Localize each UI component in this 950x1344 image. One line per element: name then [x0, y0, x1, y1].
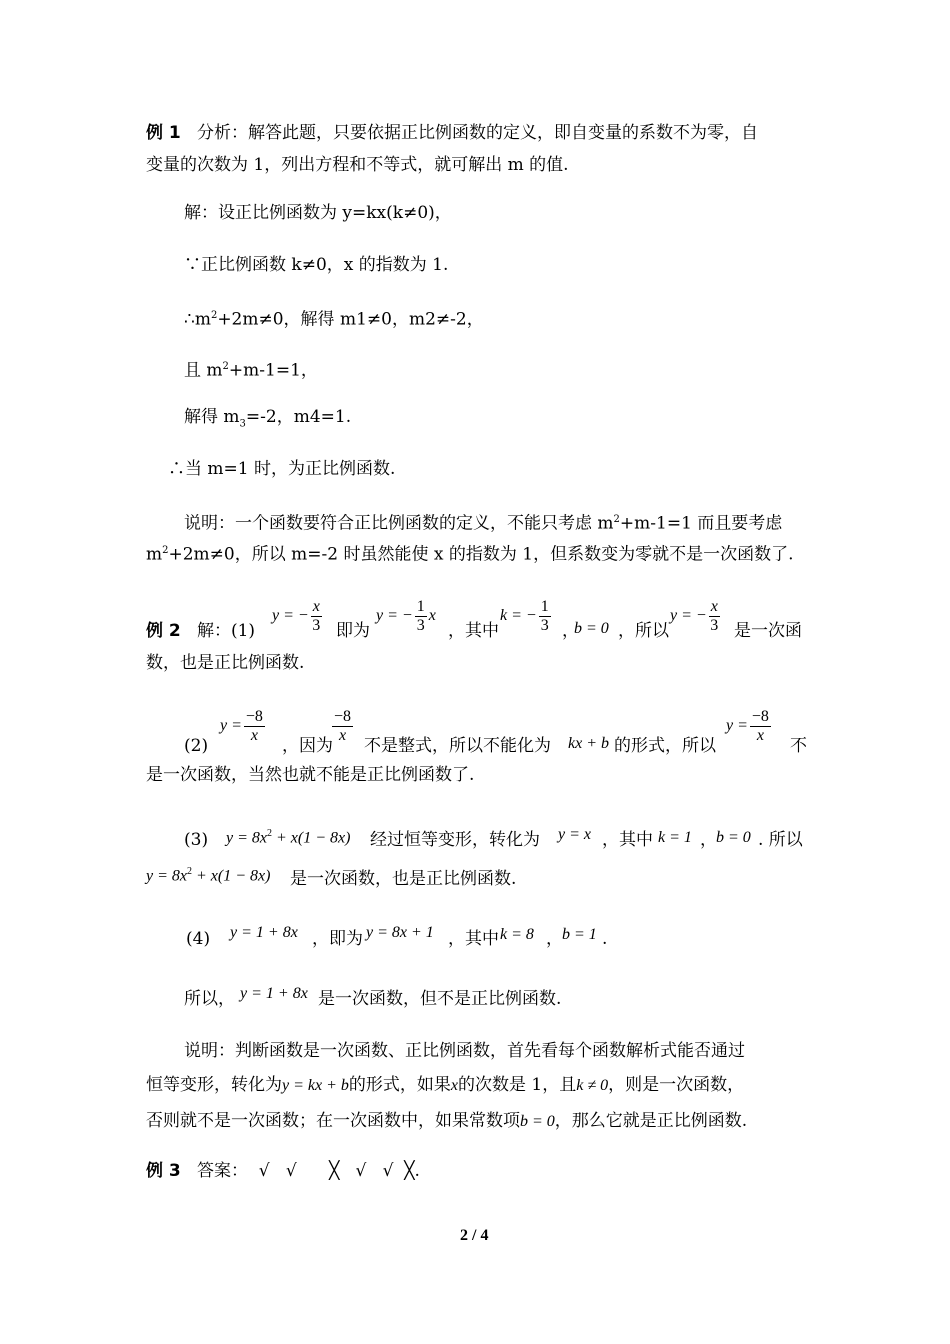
math-text: y = − — [376, 607, 413, 625]
ex1-note1-a: 说明：一个函数要符合正比例函数的定义，不能只考虑 m — [184, 513, 614, 534]
superscript: 2 — [210, 310, 218, 321]
math-text: y = − — [670, 607, 707, 625]
ex2-p1-a: 解：(1) — [196, 621, 256, 641]
formula-y-neg8-over-x-b — [726, 708, 773, 745]
ex2-p2-c: 不是整式，所以不能化为 — [364, 736, 551, 756]
ex2-p1-f: 是一次函 — [734, 621, 802, 641]
ex1-solution-line4 — [184, 356, 318, 382]
denominator: 3 — [416, 617, 425, 634]
ex2-p2-e: 不 — [790, 736, 807, 756]
ex2-p1-b: 即为 — [336, 621, 370, 641]
math-text: y = 8x + 1 — [366, 924, 434, 941]
ex1-sol3-b: +2m≠0，解得 m1≠0，m2≠-2， — [217, 309, 484, 330]
ex2-part1-line1 — [146, 620, 255, 642]
ex2-note-c1: 否则就不是一次函数；在一次函数中，如果常数项 — [146, 1111, 520, 1131]
numerator: 1 — [416, 598, 425, 615]
ex1-solution-line6: ∴当 m=1 时，为正比例函数. — [168, 459, 396, 479]
math-text: y = — [220, 717, 242, 735]
ex2-p4-c: ，其中 — [448, 929, 499, 949]
ex2-p3-a: (3) — [184, 830, 209, 850]
ex2-note-line1: 说明：判断函数是一次函数、正比例函数，首先看每个函数解析式能否通过 — [184, 1041, 745, 1061]
ex2-p1-d: ， — [562, 621, 579, 641]
ex1-label: 例 1 — [146, 123, 181, 143]
ex2-note-line2 — [146, 1074, 744, 1097]
formula-y-neg-x-over-3 — [272, 598, 324, 635]
fraction — [750, 708, 771, 745]
formula-y-neg8-over-x — [220, 708, 267, 745]
ex2-p5-a: 所以， — [184, 989, 235, 1009]
fraction — [539, 598, 551, 635]
formula-y-kx-b: y = kx + b — [282, 1077, 349, 1094]
superscript: 2 — [187, 866, 192, 877]
formula-y-8x2-x-1-8x — [226, 828, 350, 847]
fraction — [311, 598, 322, 635]
denominator: 3 — [540, 617, 549, 634]
ex1-sol5-a: 解得 m — [184, 407, 240, 427]
formula-x: x — [450, 1077, 459, 1094]
fraction — [244, 708, 265, 745]
formula-b-eq-1 — [562, 926, 597, 944]
math-text: + x(1 − 8x) — [192, 867, 271, 885]
page-number: 2 / 4 — [460, 1227, 489, 1244]
ex2-p1-g: 数，也是正比例函数. — [146, 653, 305, 673]
formula-y-neg-x-over-3-b — [670, 598, 722, 635]
ex1-sol4-a: 且 m — [184, 360, 223, 381]
formula-k-ne-0: k ≠ 0 — [576, 1077, 609, 1094]
math-text: y = 1 + 8x — [240, 985, 308, 1002]
ex1-note2-a: m — [146, 544, 163, 565]
denominator: x — [756, 727, 764, 744]
ex2-p4-d: ， — [546, 929, 563, 949]
ex1-note-line2 — [146, 540, 794, 566]
math-text: kx + b — [568, 735, 609, 752]
math-text: y = — [726, 717, 748, 735]
ex1-solution-line3 — [184, 305, 484, 331]
math-text: y = x — [558, 826, 591, 843]
ex2-p2-b: ，因为 — [282, 736, 333, 756]
fraction — [709, 598, 720, 635]
ex1-note-line1 — [184, 509, 782, 535]
formula-y-8x-plus-1 — [366, 924, 434, 942]
numerator: −8 — [334, 708, 352, 725]
ex2-label: 例 2 — [146, 621, 181, 641]
ex2-p4-a: (4) — [186, 929, 211, 949]
numerator: −8 — [245, 708, 263, 725]
formula-kx-plus-b — [568, 735, 609, 753]
ex2-p3-c: ，其中 — [602, 830, 653, 850]
ex1-solution-line5 — [184, 406, 351, 435]
subscript: 3 — [239, 418, 246, 430]
formula-b-eq-0 — [716, 829, 751, 847]
ex2-note-c2: ，那么它就是正比例函数. — [554, 1111, 748, 1131]
formula-k-eq-1 — [658, 829, 692, 847]
numerator: x — [710, 598, 718, 615]
ex2-p3-b: 经过恒等变形，转化为 — [370, 830, 540, 850]
ex1-sol4-b: +m-1=1， — [228, 360, 318, 381]
ex2-p3-d: ， — [700, 830, 717, 850]
superscript: 2 — [222, 361, 229, 372]
formula-y-1-plus-8x — [230, 924, 298, 942]
math-text: + x(1 − 8x) — [272, 829, 351, 847]
fraction — [332, 708, 353, 745]
ex3-line — [146, 1160, 420, 1182]
ex2-p3-f: 是一次函数，也是正比例函数. — [290, 869, 517, 889]
ex1-note1-b: +m-1=1 而且要考虑 — [619, 513, 783, 534]
math-text: b = 1 — [562, 926, 597, 943]
math-text: y = − — [272, 607, 309, 625]
ex2-p1-e: ，所以 — [618, 621, 669, 641]
ex2-p4-b: ，即为 — [312, 929, 363, 949]
ex2-note-b4: ，则是一次函数， — [608, 1075, 745, 1095]
ex2-p2-f: 是一次函数，当然也就不能是正比例函数了. — [146, 765, 475, 785]
ex2-p2-d: 的形式，所以 — [614, 736, 716, 756]
ex1-analysis-line1 — [146, 122, 758, 144]
ex3-label: 例 3 — [146, 1161, 181, 1181]
formula-y-eq-x — [558, 826, 591, 844]
denominator: x — [250, 727, 258, 744]
ex1-solution-line1: 解：设正比例函数为 y=kx(k≠0)， — [184, 203, 452, 223]
ex1-note2-b: +2m≠0，所以 m=-2 时虽然能使 x 的指数为 1，但系数变为零就不是一次函数了. — [168, 544, 794, 565]
ex1-sol3-a: ∴m — [184, 309, 211, 330]
math-text: y = 8x — [226, 829, 267, 847]
math-text: k = 1 — [658, 829, 692, 846]
ex2-note-b1: 恒等变形，转化为 — [146, 1075, 282, 1095]
formula-y-8x2-x-1-8x-b — [146, 866, 270, 885]
math-text: x — [428, 607, 436, 625]
denominator: 3 — [312, 617, 321, 634]
denominator: 3 — [710, 617, 719, 634]
formula-b-zero — [574, 620, 609, 638]
formula-neg8-over-x — [330, 708, 355, 745]
ex2-p4-e: . — [602, 929, 608, 949]
superscript: 2 — [613, 514, 620, 525]
math-text: y = 8x — [146, 867, 187, 885]
formula-k-neg-third — [500, 598, 553, 635]
superscript: 2 — [267, 828, 272, 839]
ex2-note-line3 — [146, 1110, 747, 1133]
numerator: 1 — [540, 598, 549, 615]
ex2-note-b3: 的次数是 1，且 — [458, 1075, 577, 1095]
formula-b-eq-0-note: b = 0 — [520, 1113, 555, 1130]
formula-k-eq-8 — [500, 926, 534, 944]
ex1-analysis-text1: 分析：解答此题，只要依据正比例函数的定义，即自变量的系数不为零，自 — [196, 123, 758, 143]
ex1-analysis-line2: 变量的次数为 1，列出方程和不等式，就可解出 m 的值. — [146, 155, 569, 175]
ex2-note-b2: 的形式，如果 — [348, 1075, 451, 1095]
numerator: x — [312, 598, 320, 615]
math-text: k = 8 — [500, 926, 534, 943]
numerator: −8 — [751, 708, 769, 725]
fraction — [415, 598, 427, 635]
formula-y-1-plus-8x-b — [240, 985, 308, 1003]
math-text: y = 1 + 8x — [230, 924, 298, 941]
ex3-answer: 答案： √ √ ╳ √ √ ╳. — [196, 1161, 420, 1181]
ex2-p1-c: ，其中 — [448, 621, 499, 641]
ex1-solution-line2: ∵正比例函数 k≠0，x 的指数为 1. — [184, 255, 449, 275]
denominator: x — [338, 727, 347, 744]
math-text: b = 0 — [574, 620, 609, 637]
superscript: 2 — [162, 545, 169, 556]
math-text: b = 0 — [716, 829, 751, 846]
ex2-p5-b: 是一次函数，但不是正比例函数. — [318, 989, 562, 1009]
math-text: k = − — [500, 607, 537, 625]
ex1-sol5-b: =-2，m4=1. — [245, 407, 352, 427]
ex2-p2-a: (2) — [184, 736, 209, 756]
ex2-p3-e: . 所以 — [758, 830, 803, 850]
formula-y-neg-third-x — [376, 598, 436, 635]
